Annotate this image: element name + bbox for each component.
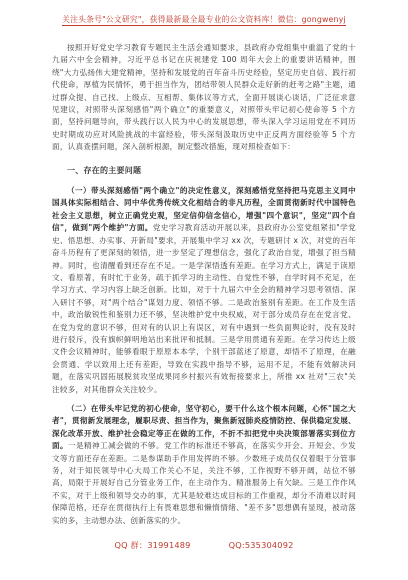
- problem-2-heading: （二）在带头牢记党的初心使命，坚守初心，要干什么这个根本问题，心怀"国之大者"，贯彻新发展理念，履职尽责、担当作为，聚焦新冠肺炎疫情防控、保供稳定发展、深化改革开放、维护社会稳定等正在做的工作，不折不扣把党中央决策部署落实到位方面。: [52, 403, 356, 451]
- problem-1-body: 党史学习教育活动开展以来，县政府办公室党组紧扣"学党史、悟思想、办实事、开新局"要求，开展集中学习 xx 次，专题研讨 x 次，对党的百年奋斗历程有了更深刻的领悟，进一步坚定了理想信念，强化了政治自觉，增强了担当精神。同时，也清醒看到还存在不足。一是学深悟透有差距。在学习方式上，满足于读原文、看原著，有时忙于业务，疏于抓学习的主动性、自觉性不够，自学时间不充足，在学习方式、学习内容上缺乏创新。比如，对于十九届六中全会的精神学习思考领悟、深入研讨不够，对"两个结合"谋划力度、领悟不够。二是政治鉴别有差距。在工作及生活中，政治敏锐性和鉴别力还不够，坚决维护党中央权威，对于部分成员存在在党言党、在党为党的意识不够，但对有的认识上有误区，对有中遇到一些负面舆论时，没有及时进行驳斥，没有旗帜鲜明地站出来批评和抵制。三是学用贯通有差距。在学习传达上级文件会议精神时，能够看眼于原原本本学，个别干部蓝述了原意，却悟不了原理，在融会贯通、学以致用上还有差距，导致在实践中指导不够，运用不足，不能有效解决问题，在落实巩固拓展脱贫攻坚成果同乡村振兴有效衔接要求上，所推 xx 社对"三农"关注较多，对其他群众关注较少。: [52, 223, 356, 394]
- header-banner-text: 关注头条号"公文研究"，获得最新最全最专业的公文资料库！微信：gongwenyj: [62, 15, 346, 24]
- problem-2-body: 一是精神工减会做的不够。党工作的标准还不够高，在落实少开会、开短会、少发文等方面还存在差距。二是参谋助手作用发挥的不够。少数班子成员仅仅着眼于分管事务，对于知民领导中心大局工作关心不足，关注不够，工作视野不够开阔，站位不够高，局限于开展好自己分管业务工作，在主动作为、精准服务上有欠缺。三是工作作风不实，对于上级和领导交办的事，尤其是较难达成目标的工作重视，却分不清难以时间保障范格，还存在贯彻执行上有畏难思想和懒惰情绪、"差不多"思想偶有显现，被动落实的多，主动想办法、创新落实的少。: [52, 441, 357, 525]
- document-body: [52, 42, 356, 527]
- footer-qq-group: QQ 群：31991489: [114, 540, 191, 550]
- footer-contact: [0, 540, 408, 551]
- problem-1-heading: （一）带头深刻感悟"两个确立"的决定性意义，深刻感悟党坚持把马克思主义同中国具体实际相结合、同中华优秀传统文化相结合的非凡历程，全面贯彻新时代中国特色社会主义思想，树立正确党史观，坚定信仰信念信心，增强"四个意识"，坚定"四个自信"，做到"两个维护"方面。: [52, 186, 356, 233]
- paragraph-gap: [52, 396, 356, 403]
- intro-paragraph: 按照开好党史学习教育专题民主生活会通知要求，县政府办党组集中重温了党的十九届六中全会精神，习近平总书记在庆祝建党 100 周年大会上的重要讲话精神，围绕"大力弘扬伟大建党精神，坚持和发展党的百年奋斗历史经验，坚定历史自信、践行初代使命，厚植为民情怀，勇于担当作为，团结带领人民群众走好新的赶考之路"主题，通过群众提、自己找、上级点、互相帮、集体议等方式，全面开展谈心谈话，广泛征求意见建议，对照带头深刻感悟"两个确立"的重要意义，对照带头牢记初心使命等 5 个方面，坚持问题导向，带头践行以人民为中心的发展思想，带头深入学习运用党在不同历史时期成功应对风险挑战的丰富经验，带头深刻汲取历史中正反两方面经验等 5 个方面，认真查摆问题，深入剖析根源，制定整改措施，现对照检查如下：: [52, 43, 356, 152]
- section-title: 一、存在的主要问题: [67, 165, 142, 175]
- header-banner: [0, 14, 408, 25]
- footer-qq: QQ:535304092: [228, 540, 294, 550]
- problem-1-paragraph: [52, 185, 356, 396]
- problem-2-paragraph: [52, 403, 356, 527]
